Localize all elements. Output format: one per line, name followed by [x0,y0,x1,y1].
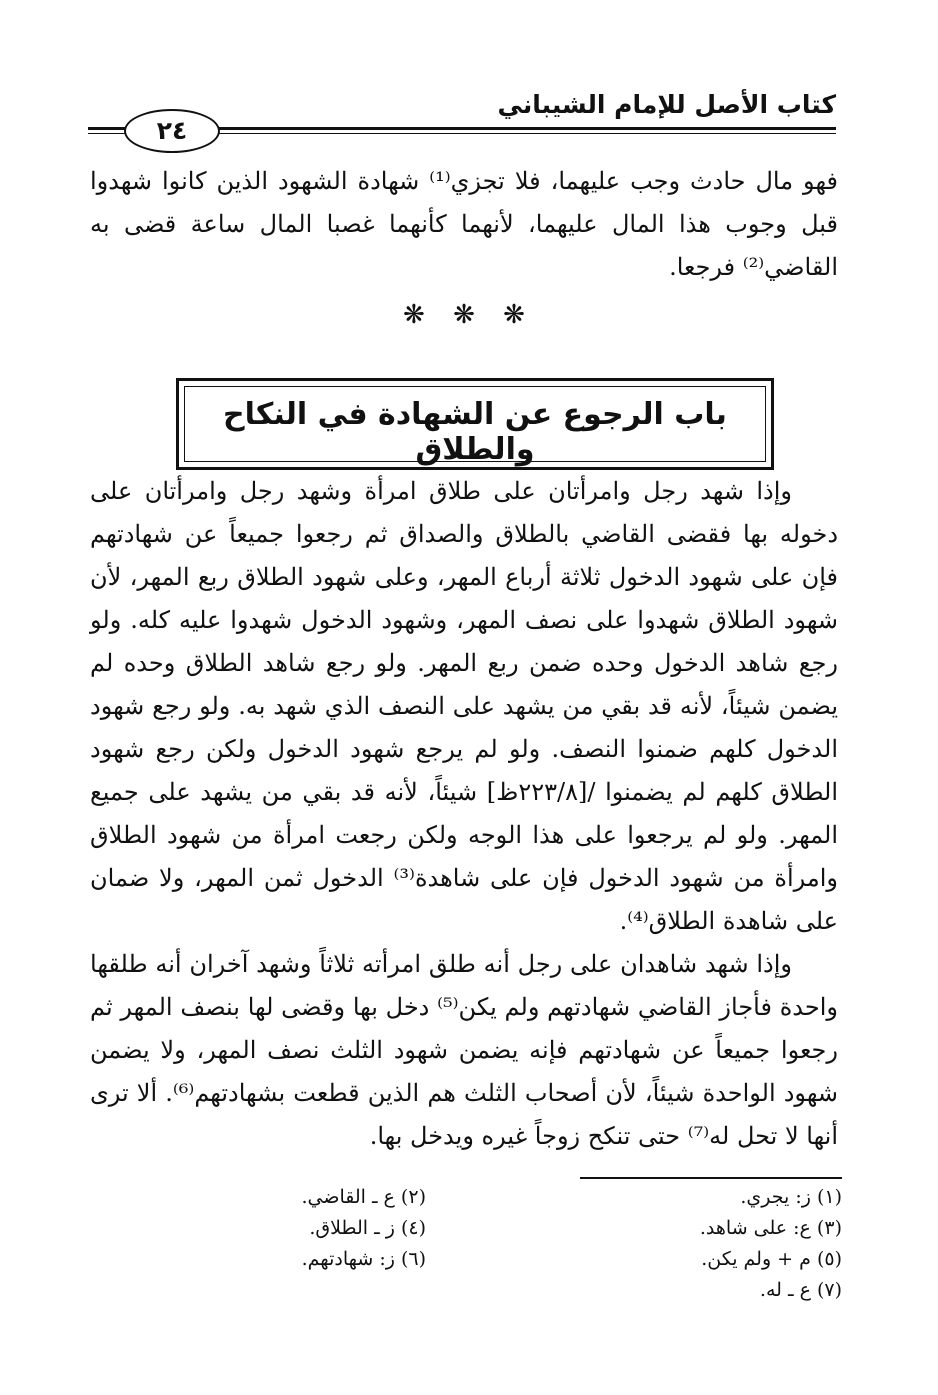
footnote: (٧) ع ـ له. [759,1279,842,1301]
footnote: (٢) ع ـ القاضي. [301,1186,426,1208]
footnote: (٦) ز: شهادتهم. [301,1248,426,1270]
book-title: كتاب الأصل للإمام الشيباني [497,90,836,119]
footnote-rule [580,1177,842,1179]
footnotes [90,1186,842,1310]
footnote: (٤) ز ـ الطلاق. [309,1217,426,1239]
chapter-heading-frame [176,378,774,470]
footnote: (٥) م + ولم يكن. [701,1248,842,1270]
footnote: (٣) ع: على شاهد. [699,1217,842,1239]
main-text [90,470,838,1158]
page-number: ٢٤ [124,109,220,153]
chapter-title: باب الرجوع عن الشهادة في النكاح والطلاق [223,397,727,467]
page-header [88,82,836,145]
paragraph: وإذا شهد شاهدان على رجل أنه طلق امرأته ثلاثاً وشهد آخران أنه طلقها واحدة فأجاز القاضي شهادتهم ولم يكن⁽⁵⁾ دخل بها وقضى لها بنصف المهر ثم رجعوا جميعاً عن شهادتهم فإنه يضمن شهود الثلث نصف المهر، ولا يضمن شهود الواحدة شيئاً، لأن أصحاب الثلث هم الذين قطعت بشهادتهم⁽⁶⁾. ألا ترى أنها لا تحل له⁽⁷⁾ حتى تنكح زوجاً غيره ويدخل بها. [90,950,839,1150]
paragraph: وإذا شهد رجل وامرأتان على طلاق امرأة وشهد رجل وامرأتان على دخوله بها فقضى القاضي بالطلاق والصداق ثم رجعوا جميعاً عن شهادتهم فإن على شهود الدخول ثلاثة أرباع المهر، وعلى شهود الطلاق ربع المهر، لأن شهود الطلاق شهدوا على نصف المهر، وشهود الدخول شهدوا عليه كله. ولو رجع شاهد الدخول وحده ضمن ربع المهر. ولو رجع شاهد الطلاق وحده لم يضمن شيئاً، لأنه قد بقي من يشهد على النصف الذي شهد به. ولو رجع شهود الدخول كلهم ضمنوا النصف. ولو لم يرجع شهود الدخول ولكن رجع شهود الطلاق كلهم لم يضمنوا /[٢٢٣/٨ظ] شيئاً، لأنه قد بقي من يشهد على جميع المهر. ولو لم يرجعوا على هذا الوجه ولكن رجعت امرأة من شهود الطلاق وامرأة من شهود الدخول فإن على شاهدة⁽³⁾ الدخول ثمن المهر، ولا ضمان على شاهدة الطلاق⁽⁴⁾. [90,477,838,935]
intro-text [90,160,838,289]
intro-paragraph: فهو مال حادث وجب عليهما، فلا تجزي⁽¹⁾ شهادة الشهود الذين كانوا شهدوا قبل وجوب هذا المال عليهما، لأنهما كأنهما غصبا المال ساعة قضى به القاضي⁽²⁾ فرجعا. [90,167,838,281]
section-separator: ❋ ❋ ❋ [403,300,535,330]
footnote: (١) ز: يجري. [740,1186,842,1208]
